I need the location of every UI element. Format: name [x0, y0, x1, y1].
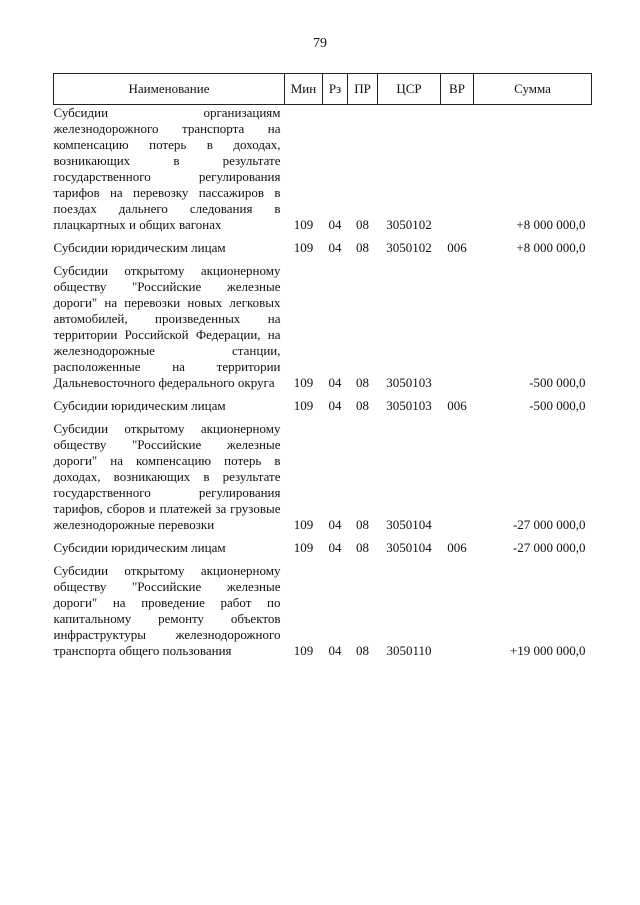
row-rz: 04	[328, 540, 342, 555]
row-csr: 3050102	[386, 240, 432, 255]
budget-table	[53, 73, 592, 659]
row-min: 109	[293, 375, 314, 390]
row-min: 109	[293, 398, 314, 413]
row-pr: 08	[356, 375, 369, 390]
row-min: 109	[293, 217, 314, 232]
row-name: Субсидии организациям железнодорожного транспорта на компенсацию потерь в доходах, возникающих в результате государственного регулирования тарифов на перевозку пассажиров в поездах дальнего следования в плацкартных и общих вагонах	[53, 105, 281, 232]
table-row	[54, 398, 592, 414]
header-vr: ВР	[441, 74, 474, 105]
row-vr: 006	[447, 240, 467, 255]
row-sum: -500 000,0	[529, 375, 586, 390]
row-name: Субсидии открытому акционерному обществу "Российские железные дороги" на проведение работ по капитальному ремонту объектов инфраструктуры железнодорожного транспорта общего пользования	[53, 563, 281, 658]
table-header-row	[54, 74, 592, 105]
table-row	[54, 421, 592, 533]
row-csr: 3050103	[386, 398, 432, 413]
row-csr: 3050104	[386, 540, 432, 555]
row-rz: 04	[328, 240, 342, 255]
row-csr: 3050103	[386, 375, 432, 390]
row-pr: 08	[356, 398, 369, 413]
row-sum: +8 000 000,0	[516, 217, 586, 232]
row-name: Субсидии юридическим лицам	[53, 540, 226, 555]
row-pr: 08	[356, 517, 369, 532]
row-pr: 08	[356, 240, 369, 255]
row-sum: -27 000 000,0	[512, 517, 586, 532]
row-min: 109	[293, 240, 314, 255]
row-min: 109	[293, 643, 314, 658]
row-rz: 04	[328, 643, 342, 658]
row-name: Субсидии юридическим лицам	[53, 398, 226, 413]
header-pr: ПР	[348, 74, 378, 105]
header-csr: ЦСР	[378, 74, 441, 105]
header-name: Наименование	[54, 74, 285, 105]
row-sum: -27 000 000,0	[512, 540, 586, 555]
row-pr: 08	[356, 540, 369, 555]
row-vr	[441, 421, 474, 533]
table-body	[54, 105, 592, 660]
row-vr	[441, 563, 474, 659]
row-vr: 006	[447, 398, 467, 413]
row-rz: 04	[328, 398, 342, 413]
row-rz: 04	[328, 517, 342, 532]
row-name: Субсидии открытому акционерному обществу "Российские железные дороги" на компенсацию потерь в доходах, возникающих в результате государственного регулирования тарифов, сборов и платежей за грузовые железнодорожные перевозки	[53, 421, 281, 532]
row-sum: -500 000,0	[529, 398, 586, 413]
row-min: 109	[293, 540, 314, 555]
row-vr	[441, 263, 474, 391]
row-csr: 3050102	[386, 217, 432, 232]
row-rz: 04	[328, 217, 342, 232]
row-name: Субсидии юридическим лицам	[53, 240, 226, 255]
table-row	[54, 263, 592, 391]
row-name: Субсидии открытому акционерному обществу "Российские железные дороги" на перевозки новых легковых автомобилей, произведенных на территории Российской Федерации, на железнодорожные станции, расположенные на территории Дальневосточного федерального округа	[53, 263, 281, 390]
row-pr: 08	[356, 643, 369, 658]
row-csr: 3050110	[386, 643, 432, 658]
header-rz: Рз	[323, 74, 348, 105]
row-rz: 04	[328, 375, 342, 390]
row-csr: 3050104	[386, 517, 432, 532]
header-min: Мин	[285, 74, 323, 105]
table-row	[54, 540, 592, 556]
row-sum: +19 000 000,0	[509, 643, 586, 658]
header-sum: Сумма	[474, 74, 592, 105]
row-vr	[441, 105, 474, 234]
row-pr: 08	[356, 217, 369, 232]
row-vr: 006	[447, 540, 467, 555]
page-number: 79	[313, 36, 327, 51]
row-sum: +8 000 000,0	[516, 240, 586, 255]
row-min: 109	[293, 517, 314, 532]
table-row	[54, 563, 592, 659]
table-row	[54, 105, 592, 234]
table-row	[54, 240, 592, 256]
